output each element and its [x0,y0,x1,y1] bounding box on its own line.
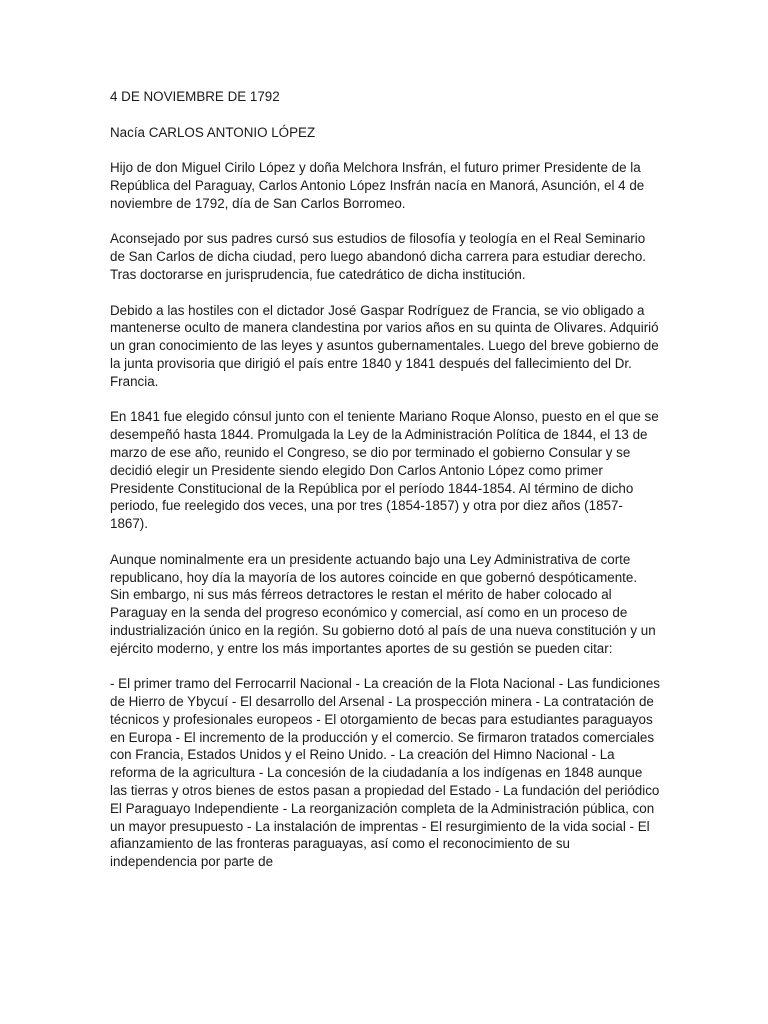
paragraph-achievements: - El primer tramo del Ferrocarril Nacional - La creación de la Flota Nacional - Las fundiciones de Hierro de Ybycuí - El desarrollo del Arsenal - La prospección minera - La contratación de técnicos y profesionales europeos - El otorgamiento de becas para estudiantes paraguayos en Europa - El incremento de la producción y el comercio. Se firmaron tratados comerciales con Francia, Estados Unidos y el Reino Unido. - La creación del Himno Nacional - La reforma de la agricultura - La concesión de la ciudadanía a los indígenas en 1848 aunque las tierras y otros bienes de estos pasan a propiedad del Estado - La fundación del periódico El Paraguayo Independiente - La reorganización completa de la Administración pública, con un mayor presupuesto - La instalación de imprentas - El resurgimiento de la vida social - El afianzamiento de las fronteras paraguayas, así como el reconocimiento de su independencia por parte de [110,676,660,870]
paragraph-studies: Aconsejado por sus padres cursó sus estudios de filosofía y teología en el Real Seminario de San Carlos de dicha ciudad, pero luego abandonó dicha carrera para estudiar derecho. Tras doctorarse en jurisprudencia, fue catedrático de dicha institución. [110,231,646,282]
headline: Nacía CARLOS ANTONIO LÓPEZ [110,124,316,140]
date-heading: 4 DE NOVIEMBRE DE 1792 [110,89,280,104]
paragraph-government: Aunque nominalmente era un presidente actuando bajo una Ley Administrativa de corte republicano, hoy día la mayoría de los autores coincide en que gobernó despóticamente. Sin embargo, ni sus más férreos detractores le restan el mérito de haber colocado al Paraguay en la senda del progreso económico y comercial, así como en un proceso de industrialización único en la región. Su gobierno dotó al país de una nueva constitución y un ejército moderno, y entre los más importantes aportes de su gestión se pueden citar: [110,551,656,656]
document-page [110,88,660,889]
paragraph-francia: Debido a las hostiles con el dictador José Gaspar Rodríguez de Francia, se vio obligado a mantenerse oculto de manera clandestina por varios años en su quinta de Olivares. Adquirió un gran conocimiento de las leyes y asuntos gubernamentales. Luego del breve gobierno de la junta provisoria que dirigió el país entre 1840 y 1841 después del fallecimiento del Dr. Francia. [110,302,659,389]
paragraph-birth: Hijo de don Miguel Cirilo López y doña Melchora Insfrán, el futuro primer Presidente de la República del Paraguay, Carlos Antonio López Insfrán nacía en Manorá, Asunción, el 4 de noviembre de 1792, día de San Carlos Borromeo. [110,160,645,211]
paragraph-consul: En 1841 fue elegido cónsul junto con el teniente Mariano Roque Alonso, puesto en el que se desempeñó hasta 1844. Promulgada la Ley de la Administración Política de 1844, el 13 de marzo de ese año, reunido el Congreso, se dio por terminado el gobierno Consular y se decidió elegir un Presidente siendo elegido Don Carlos Antonio López como primer Presidente Constitucional de la República por el período 1844-1854. Al término de dicho periodo, fue reelegido dos veces, una por tres (1854-1857) y otra por diez años (1857-1867). [110,409,659,532]
